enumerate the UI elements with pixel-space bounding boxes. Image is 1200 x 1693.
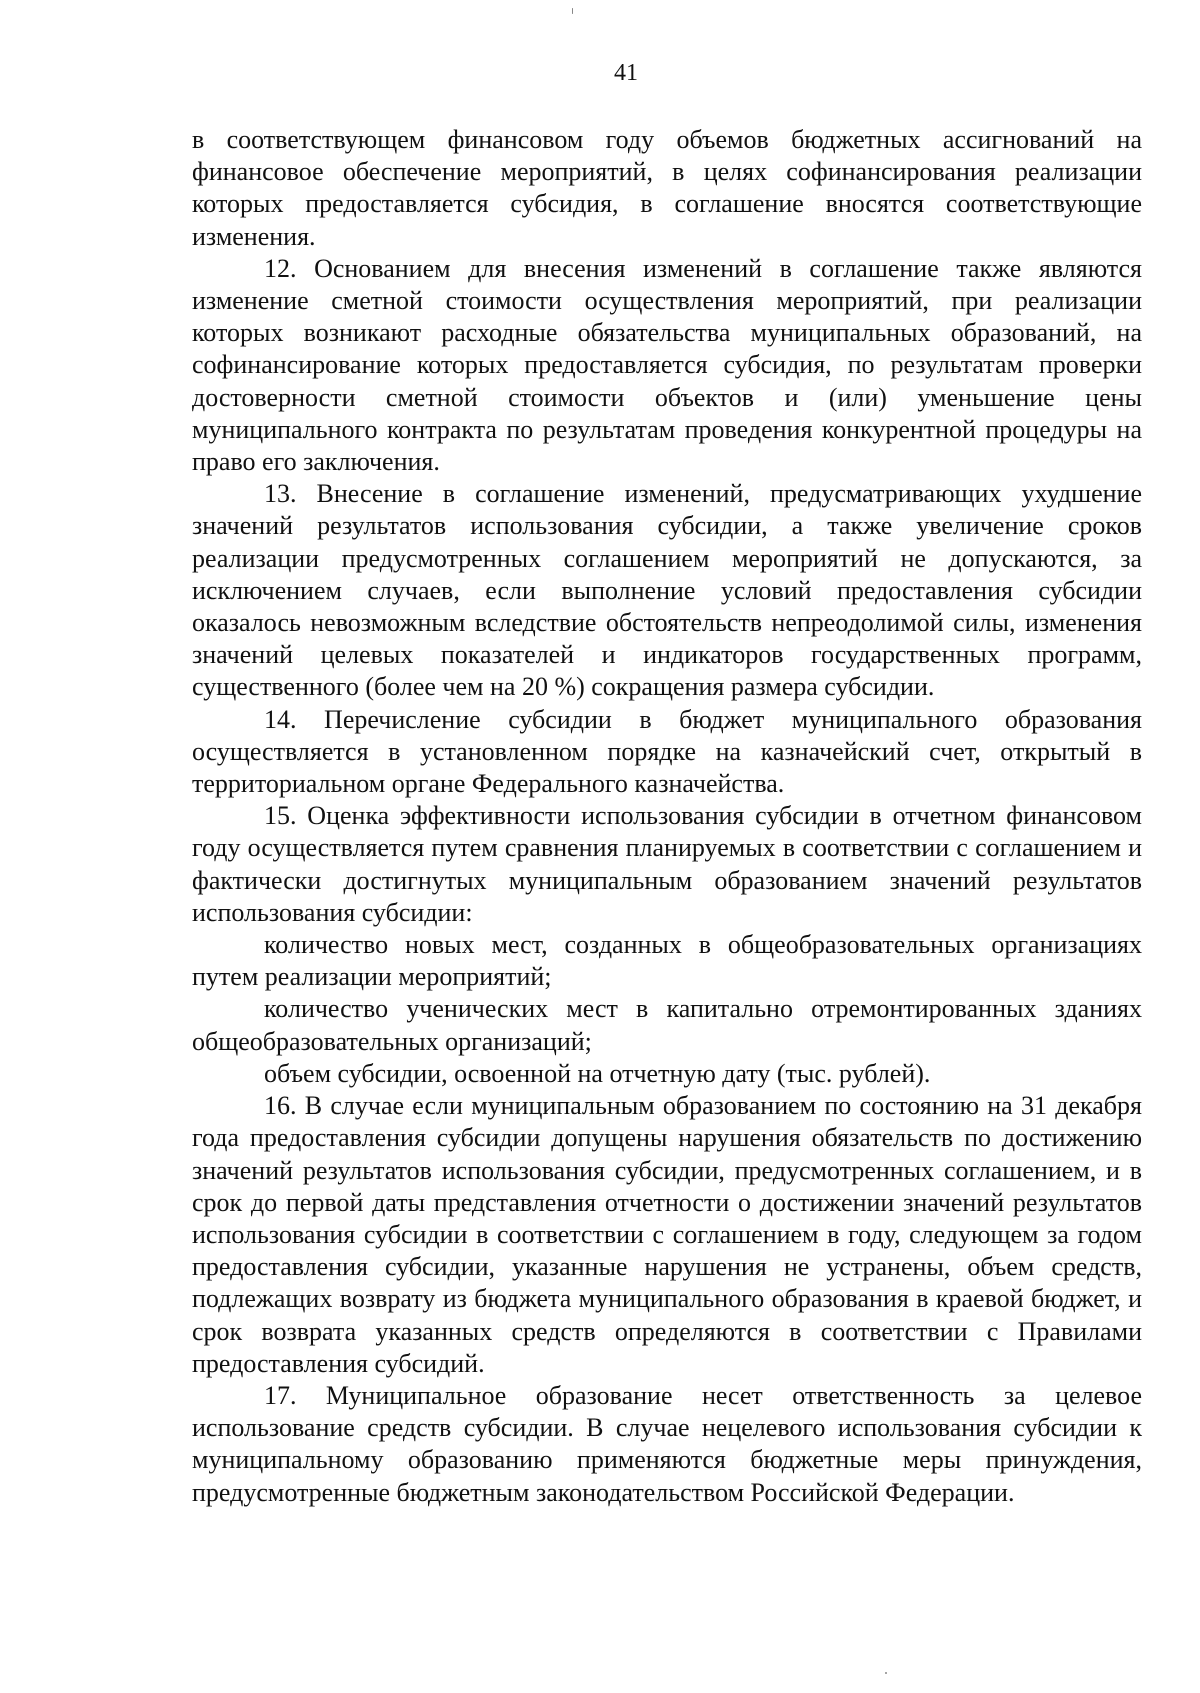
list-item-new-places: количество новых мест, созданных в общеобразовательных организациях путем реализации мероприятий; [192, 930, 1142, 992]
paragraph-item-17: 17. Муниципальное образование несет ответственность за целевое использование средств субсидии. В случае нецелевого использования субсидии к муниципальному образованию применяются бюджетные меры принуждения, предусмотренные бюджетным законодательством Российской Федерации. [192, 1380, 1142, 1507]
paragraph-item-14: 14. Перечисление субсидии в бюджет муниципального образования осуществляется в установленном порядке на казначейский счет, открытый в территориальном органе Федерального казначейства. [192, 704, 1142, 799]
page-number: 41 [614, 60, 638, 86]
paragraph-item-16: 16. В случае если муниципальным образованием по состоянию на 31 декабря года предоставления субсидии допущены нарушения обязательств по достижению значений результатов использования субсидии, предусмотренных соглашением, и в срок до первой даты представления отчетности о достижении значений результатов использования субсидии в соответствии с соглашением в году, следующем за годом предоставления субсидии, указанные нарушения не устранены, объем средств, подлежащих возврату из бюджета муниципального образования в краевой бюджет, и срок возврата указанных средств определяются в соответствии с Правилами предоставления субсидий. [192, 1091, 1142, 1378]
paragraph-continuation: в соответствующем финансовом году объемов бюджетных ассигнований на финансовое обеспечение мероприятий, в целях софинансирования реализации которых предоставляется субсидия, в соглашение вносятся соответствующие изменения. [192, 125, 1142, 251]
paragraph-item-15: 15. Оценка эффективности использования субсидии в отчетном финансовом году осуществляется путем сравнения планируемых в соответствии с соглашением и фактически достигнутых муниципальным образованием значений результатов использования субсидии: [192, 801, 1142, 927]
document-body [192, 124, 1142, 1509]
list-item-student-places: количество ученических мест в капитально отремонтированных зданиях общеобразовательных организаций; [192, 994, 1142, 1056]
paragraph-item-13: 13. Внесение в соглашение изменений, предусматривающих ухудшение значений результатов использования субсидии, а также увеличение сроков реализации предусмотренных соглашением мероприятий не допускаются, за исключением случаев, если выполнение условий предоставления субсидии оказалось невозможным вследствие обстоятельств непреодолимой силы, изменения значений целевых показателей и индикаторов государственных программ, существенного (более чем на 20 %) сокращения размера субсидии. [192, 479, 1142, 702]
scan-artifact [885, 1672, 887, 1674]
list-item-subsidy-volume: объем субсидии, освоенной на отчетную дату (тыс. рублей). [264, 1058, 931, 1088]
paragraph-item-12: 12. Основанием для внесения изменений в соглашение также являются изменение сметной стоимости осуществления мероприятий, при реализации которых возникают расходные обязательства муниципальных образований, на софинансирование которых предоставляется субсидия, по результатам проверки достоверности сметной стоимости объектов и (или) уменьшение цены муниципального контракта по результатам проведения конкурентной процедуры на право его заключения. [192, 253, 1142, 477]
scan-artifact [572, 8, 573, 14]
